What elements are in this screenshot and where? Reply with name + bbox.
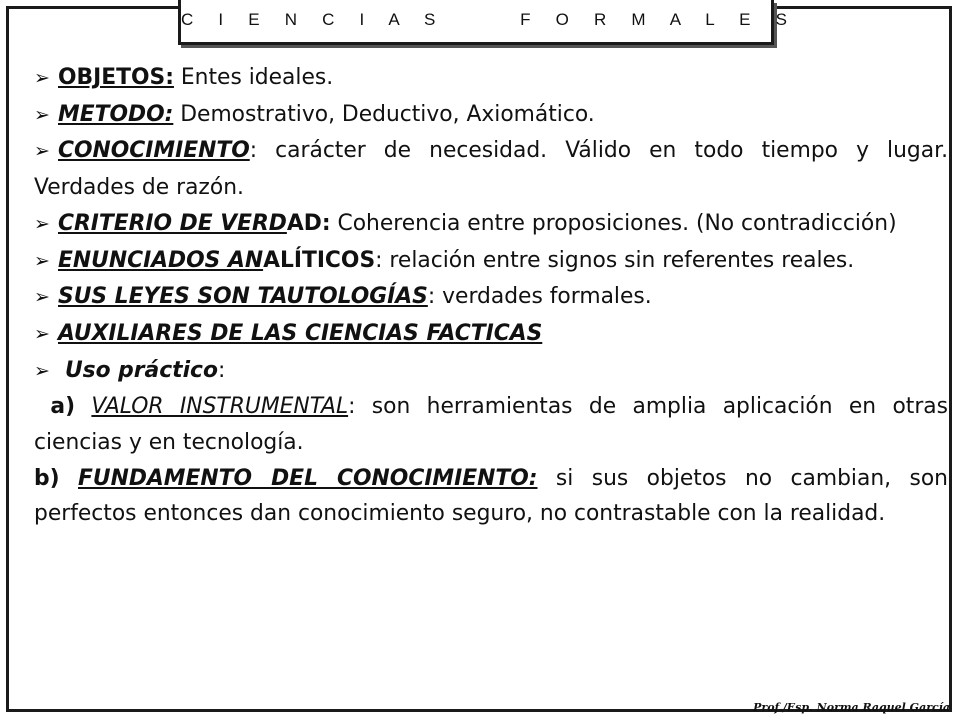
use-letter: b) <box>34 465 60 491</box>
use-item-b <box>34 461 948 532</box>
list-item-enunciados <box>34 243 948 280</box>
use-text: : son herramientas de amplia aplicación en otras ciencias y en tecnología. <box>34 394 949 456</box>
item-label: CONOCIMIENTO <box>58 138 250 164</box>
item-label: AUXILIARES DE LAS CIENCIAS FACTICAS <box>58 320 543 346</box>
use-label: VALOR INSTRUMENTAL <box>91 394 349 420</box>
item-text: : <box>217 357 226 383</box>
arrow-bullet-icon: ➢ <box>34 67 50 89</box>
arrow-bullet-icon: ➢ <box>34 359 50 382</box>
item-text: : carácter de necesidad. Válido en todo tiempo y lugar. Verdades de razón. <box>34 138 948 201</box>
author-signature: Prof./Esp. Norma Raquel García <box>753 701 950 714</box>
list-item-uso-practico <box>34 353 948 390</box>
arrow-bullet-icon: ➢ <box>34 286 50 309</box>
item-text: : relación entre signos sin referentes reales. <box>375 247 855 273</box>
list-item-auxiliares <box>34 316 948 353</box>
arrow-bullet-icon: ➢ <box>34 322 50 345</box>
item-label: OBJETOS: <box>58 65 174 90</box>
item-text: : verdades formales. <box>427 284 652 310</box>
item-text: Coherencia entre proposiciones. (No contradicción) <box>330 210 897 236</box>
arrow-bullet-icon: ➢ <box>34 103 50 126</box>
item-label-underlined: CRITERIO DE VERD <box>58 210 287 236</box>
arrow-bullet-icon: ➢ <box>34 249 50 272</box>
list-item-leyes <box>34 279 948 316</box>
arrow-bullet-icon: ➢ <box>34 140 50 163</box>
item-label: METODO: <box>58 101 174 127</box>
item-text: Demostrativo, Deductivo, Axiomático. <box>173 101 595 127</box>
list-item-metodo <box>34 97 948 134</box>
slide-title: C I E N C I A S F O R M A L E S <box>181 10 798 29</box>
item-label: SUS LEYES SON TAUTOLOGÍAS <box>58 284 428 310</box>
list-item-conocimiento <box>34 133 948 205</box>
title-box <box>178 0 798 45</box>
use-text: si sus objetos no cambian, son perfectos entonces dan conocimiento seguro, no contrastable con la realidad. <box>34 465 948 527</box>
slide-content <box>34 60 948 532</box>
use-letter: a) <box>50 394 76 420</box>
arrow-bullet-icon: ➢ <box>34 212 50 235</box>
use-item-a <box>34 389 948 460</box>
item-label-underlined: ENUNCIADOS AN <box>58 247 264 273</box>
item-text: Entes ideales. <box>173 65 334 90</box>
use-label: FUNDAMENTO DEL CONOCIMIENTO: <box>78 465 538 491</box>
list-item-objetos <box>34 60 948 97</box>
item-label-rest: AD: <box>286 210 331 236</box>
item-label: Uso práctico <box>64 357 218 383</box>
list-item-criterio <box>34 206 948 243</box>
item-label-rest: ALÍTICOS <box>263 247 376 273</box>
